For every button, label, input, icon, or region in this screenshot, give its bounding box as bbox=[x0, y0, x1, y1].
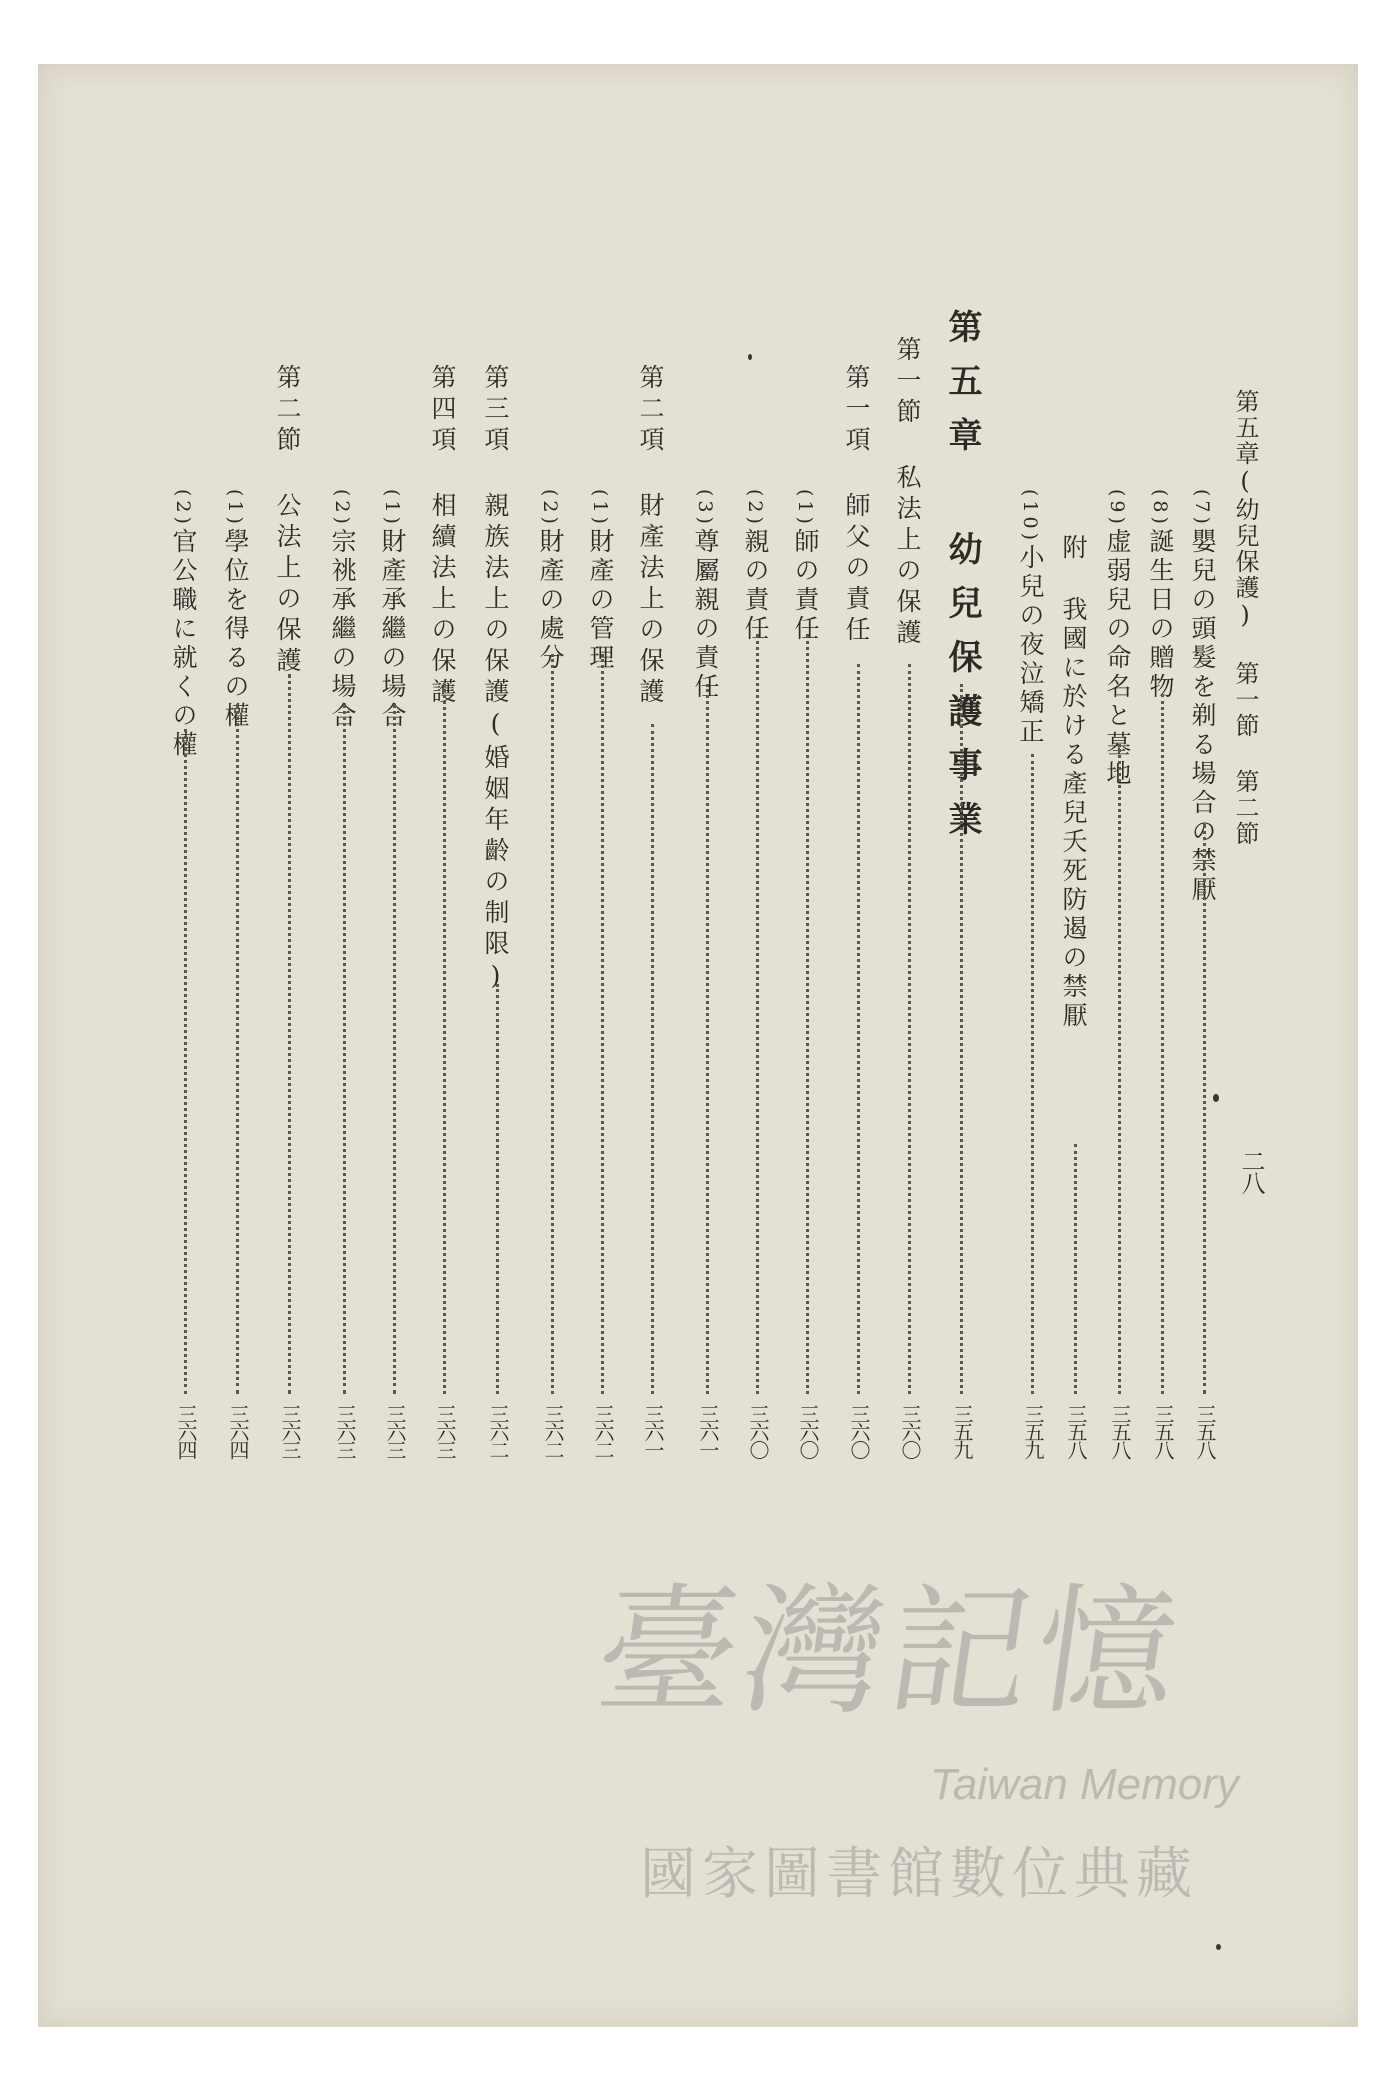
watermark-logo: 臺灣記憶 bbox=[586, 1571, 1194, 1734]
entry-label: 尊屬親の責任 bbox=[691, 527, 720, 702]
leader-dots bbox=[806, 634, 813, 1394]
leader-dots bbox=[601, 654, 608, 1394]
leader-dots bbox=[443, 684, 450, 1394]
entry-number: (2) bbox=[331, 489, 353, 528]
item-title: 第一項 師父の責任 bbox=[842, 364, 871, 647]
toc-entry bbox=[223, 489, 248, 731]
entry-number: (1) bbox=[224, 489, 246, 528]
leader-dots bbox=[236, 704, 243, 1394]
leader-dots bbox=[1203, 824, 1210, 1394]
entry-page: 三五八 bbox=[1108, 1404, 1132, 1458]
entry-label: 嬰兒の頭髮を剃る場合の禁厭 bbox=[1188, 527, 1217, 905]
item-title: 第四項 相續法上の保護 bbox=[428, 364, 457, 709]
entry-page: 三六四 bbox=[226, 1404, 250, 1458]
toc-entry bbox=[330, 489, 355, 731]
item-title: 第二項 財產法上の保護 bbox=[636, 364, 665, 709]
entry-page: 三六〇 bbox=[898, 1404, 922, 1458]
entry-page: 三六二 bbox=[541, 1404, 565, 1458]
entry-label: 財產承繼の場合 bbox=[378, 527, 407, 731]
entry-number: (7) bbox=[1191, 489, 1213, 528]
entry-page: 三六三 bbox=[383, 1404, 407, 1458]
entry-number: (9) bbox=[1106, 489, 1128, 528]
entry-label: 誕生日の贈物 bbox=[1146, 527, 1175, 702]
toc-entry bbox=[171, 489, 196, 760]
leader-dots bbox=[1118, 744, 1125, 1394]
toc-note: 附 我國に於ける產兒夭死防遏の禁厭 bbox=[1059, 534, 1088, 1031]
leader-dots bbox=[1161, 694, 1168, 1394]
leader-dots bbox=[1074, 1144, 1081, 1394]
entry-number: (2) bbox=[172, 489, 194, 528]
entry-number: (1) bbox=[794, 489, 816, 528]
watermark-english: Taiwan Memory bbox=[930, 1760, 1239, 1809]
toc-entry bbox=[538, 489, 563, 673]
section-title: 第二節 公法上の保護 bbox=[273, 364, 302, 678]
entry-label: 財產の處分 bbox=[536, 527, 565, 673]
chapter-title: 第五章 幼兒保護事業 bbox=[942, 309, 982, 855]
entry-label: 小兒の夜泣矯正 bbox=[1016, 544, 1045, 748]
entry-page: 三六〇 bbox=[796, 1404, 820, 1458]
section-title: 第一節 私法上の保護 bbox=[893, 336, 922, 650]
entry-number: (3) bbox=[694, 489, 716, 528]
toc-entry bbox=[588, 489, 613, 673]
entry-page: 三六三 bbox=[433, 1404, 457, 1458]
entry-number: (8) bbox=[1149, 489, 1171, 528]
leader-dots bbox=[706, 684, 713, 1394]
leader-dots bbox=[184, 729, 191, 1394]
entry-page: 三六二 bbox=[486, 1404, 510, 1458]
paper-speck bbox=[748, 354, 752, 360]
leader-dots bbox=[496, 984, 503, 1394]
entry-label: 財產の管理 bbox=[586, 527, 615, 673]
entry-page: 三五八 bbox=[1193, 1404, 1217, 1458]
toc-entry bbox=[1018, 489, 1043, 747]
leader-dots bbox=[857, 664, 864, 1394]
item-title: 第三項 親族法上の保護(婚姻年齡の制限) bbox=[481, 364, 510, 996]
entry-number: (1) bbox=[589, 489, 611, 528]
entry-page: 三六一 bbox=[696, 1404, 720, 1458]
toc-entry bbox=[380, 489, 405, 731]
entry-page: 三五八 bbox=[1151, 1404, 1175, 1458]
leader-dots bbox=[651, 724, 658, 1394]
entry-page: 三六二 bbox=[591, 1404, 615, 1458]
leader-dots bbox=[288, 674, 295, 1394]
leader-dots bbox=[908, 664, 915, 1394]
entry-number: (2) bbox=[744, 489, 766, 528]
toc-entry bbox=[793, 489, 818, 644]
entry-label: 宗祧承繼の場合 bbox=[328, 527, 357, 731]
entry-number: (2) bbox=[539, 489, 561, 528]
entry-label: 官公職に就くの權 bbox=[169, 527, 198, 760]
toc-entry bbox=[1148, 489, 1173, 702]
paper-speck bbox=[1213, 1094, 1219, 1102]
entry-number: (1) bbox=[381, 489, 403, 528]
toc-entry bbox=[693, 489, 718, 702]
entry-page: 三六〇 bbox=[847, 1404, 871, 1458]
entry-page: 三六四 bbox=[174, 1404, 198, 1458]
entry-page: 三六一 bbox=[641, 1404, 665, 1458]
entry-page: 三五九 bbox=[950, 1404, 974, 1458]
entry-label: 虚弱兒の命名と墓地 bbox=[1103, 527, 1132, 789]
entry-label: 親の責任 bbox=[741, 527, 770, 644]
leader-dots bbox=[393, 704, 400, 1394]
entry-page: 三五八 bbox=[1064, 1404, 1088, 1458]
leader-dots bbox=[551, 654, 558, 1394]
page-number: 二八 bbox=[1237, 1149, 1265, 1193]
leader-dots bbox=[960, 684, 967, 1394]
entry-page: 三五九 bbox=[1021, 1404, 1045, 1458]
entry-number: (10) bbox=[1019, 489, 1041, 545]
toc-entry bbox=[743, 489, 768, 644]
entry-label: 師の責任 bbox=[791, 527, 820, 644]
entry-page: 三六三 bbox=[278, 1404, 302, 1458]
watermark-library: 國家圖書館數位典藏 bbox=[640, 1842, 1198, 1905]
leader-dots bbox=[1031, 754, 1038, 1394]
running-title: 第五章(幼兒保護) 第一節 第二節 bbox=[1231, 389, 1259, 847]
leader-dots bbox=[756, 634, 763, 1394]
entry-page: 三六〇 bbox=[746, 1404, 770, 1458]
entry-page: 三六三 bbox=[333, 1404, 357, 1458]
entry-label: 學位を得るの權 bbox=[221, 527, 250, 731]
book-page bbox=[38, 64, 1358, 2027]
paper-speck bbox=[1216, 1944, 1221, 1950]
leader-dots bbox=[343, 704, 350, 1394]
